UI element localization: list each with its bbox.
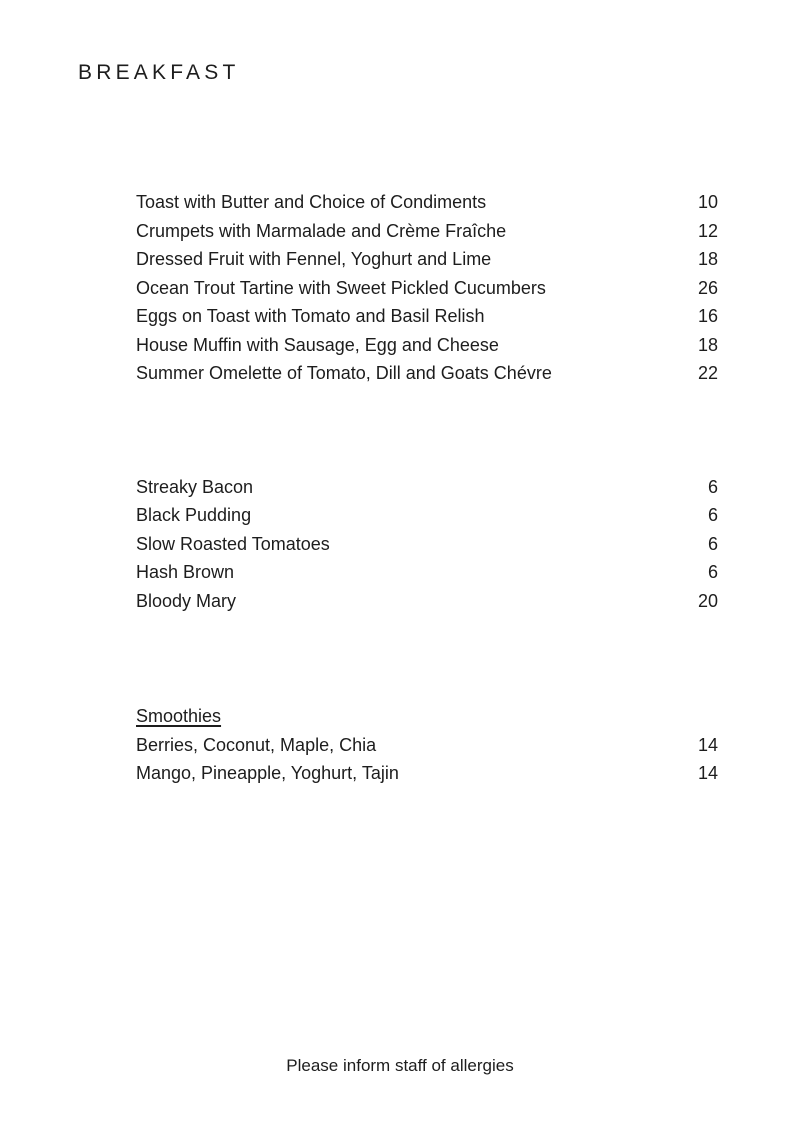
menu-item-name: Mango, Pineapple, Yoghurt, Tajin: [136, 763, 399, 783]
menu-item-name: Slow Roasted Tomatoes: [136, 533, 330, 554]
menu-item-row: [136, 530, 718, 559]
menu-item-row: [136, 587, 718, 616]
menu-item-price: 12: [697, 220, 718, 241]
menu-item-name: Summer Omelette of Tomato, Dill and Goats Chévre: [136, 363, 552, 383]
menu-item-price: 6: [707, 533, 718, 554]
menu-item-name: Ocean Trout Tartine with Sweet Pickled Cucumbers: [136, 277, 546, 298]
menu-item-row: [136, 217, 718, 246]
menu-item-name: Eggs on Toast with Tomato and Basil Relish: [136, 306, 485, 326]
menu-item-row: [136, 245, 718, 274]
menu-item-price: 6: [707, 476, 718, 497]
menu-section: [136, 473, 718, 616]
menu-item-row: [136, 558, 718, 587]
menu: [136, 188, 718, 788]
menu-item-price: 10: [697, 192, 718, 212]
menu-item-row: [136, 359, 718, 388]
menu-item-name: House Muffin with Sausage, Egg and Cheese: [136, 334, 499, 355]
menu-item-row: [136, 188, 718, 217]
menu-item-price: 16: [697, 306, 718, 326]
menu-item-price: 6: [707, 505, 718, 525]
menu-item-name: Toast with Butter and Choice of Condiments: [136, 192, 487, 212]
menu-section: [136, 702, 718, 788]
menu-item-row: [136, 759, 718, 788]
menu-item-row: [136, 473, 718, 502]
menu-section: [136, 188, 718, 388]
menu-item-name: Dressed Fruit with Fennel, Yoghurt and Lime: [136, 249, 492, 269]
menu-item-price: 26: [697, 277, 718, 298]
menu-item-price: 14: [697, 763, 718, 783]
menu-item-name: Hash Brown: [136, 562, 235, 582]
allergy-notice: Please inform staff of allergies: [286, 1056, 514, 1075]
menu-item-row: [136, 501, 718, 530]
menu-item-name: Bloody Mary: [136, 590, 237, 611]
menu-item-row: [136, 731, 718, 760]
menu-item-price: 6: [707, 562, 718, 582]
menu-item-row: [136, 302, 718, 331]
menu-item-name: Berries, Coconut, Maple, Chia: [136, 734, 377, 755]
menu-item-price: 20: [697, 590, 718, 611]
menu-item-price: 18: [697, 249, 718, 269]
section-heading: Smoothies: [136, 706, 222, 726]
menu-item-row: [136, 331, 718, 360]
menu-item-row: [136, 274, 718, 303]
menu-item-name: Streaky Bacon: [136, 476, 254, 497]
menu-item-name: Crumpets with Marmalade and Crème Fraîche: [136, 220, 507, 241]
menu-item-name: Black Pudding: [136, 505, 252, 525]
menu-item-price: 18: [697, 334, 718, 355]
page-title: BREAKFAST: [78, 61, 240, 84]
menu-item-price: 22: [697, 363, 718, 383]
menu-item-price: 14: [697, 734, 718, 755]
